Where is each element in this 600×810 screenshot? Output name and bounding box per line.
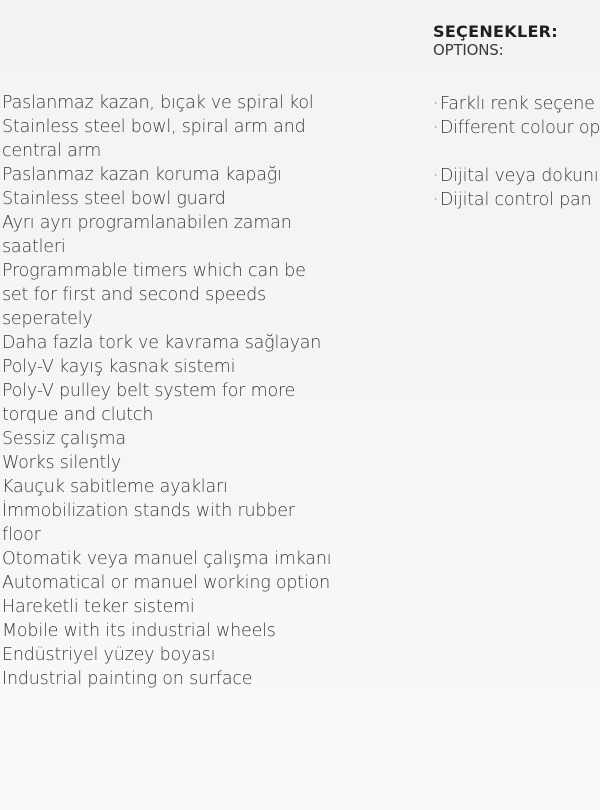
feature-item: Daha fazla tork ve kavrama sağlayan Poly-V kayış kasnak sistemi — [2, 333, 322, 377]
options-list — [433, 92, 600, 212]
feature-item: Stainless steel bowl guard — [2, 189, 226, 209]
feature-item: Mobile with its industrial wheels — [2, 621, 276, 641]
option-label: Dijital veya dokunı — [440, 166, 599, 186]
option-item — [433, 188, 600, 212]
feature-item: Stainless steel bowl, spiral arm and central arm — [2, 117, 306, 161]
option-item — [433, 164, 600, 188]
option-label: Farklı renk seçene — [440, 94, 595, 114]
feature-item: Ayrı ayrı programlanabilen zaman saatleri — [2, 213, 292, 257]
feature-item: Industrial painting on surface — [2, 669, 253, 689]
options-heading — [433, 22, 558, 60]
feature-item: Kauçuk sabitleme ayakları — [2, 477, 228, 497]
option-label: Different colour op — [440, 118, 600, 138]
feature-item: Sessiz çalışma — [2, 429, 126, 449]
feature-item: Programmable timers which can be set for first and second speeds seperately — [2, 261, 306, 329]
feature-item: İmmobilization stands with rubber floor — [2, 501, 295, 545]
feature-item: Paslanmaz kazan, bıçak ve spiral kol — [2, 93, 314, 113]
bullet-icon: · — [433, 94, 439, 114]
feature-item: Works silently — [2, 453, 121, 473]
feature-item: Poly-V pulley belt system for more torque and clutch — [2, 381, 296, 425]
feature-item: Paslanmaz kazan koruma kapağı — [2, 165, 282, 185]
bullet-icon: · — [433, 118, 439, 138]
options-title: SEÇENEKLER: — [433, 22, 558, 41]
feature-item: Otomatik veya manuel çalışma imkanı — [2, 549, 332, 569]
options-subtitle: OPTIONS: — [433, 41, 504, 59]
feature-item: Hareketli teker sistemi — [2, 597, 195, 617]
option-item — [433, 92, 600, 116]
feature-item: Automatical or manuel working option — [2, 573, 331, 593]
option-label: Dijital control pan — [440, 190, 592, 210]
option-item — [433, 116, 600, 140]
feature-item: Endüstriyel yüzey boyası — [2, 645, 216, 665]
bullet-icon: · — [433, 166, 439, 186]
bullet-icon: · — [433, 190, 439, 210]
features-list — [2, 91, 332, 691]
